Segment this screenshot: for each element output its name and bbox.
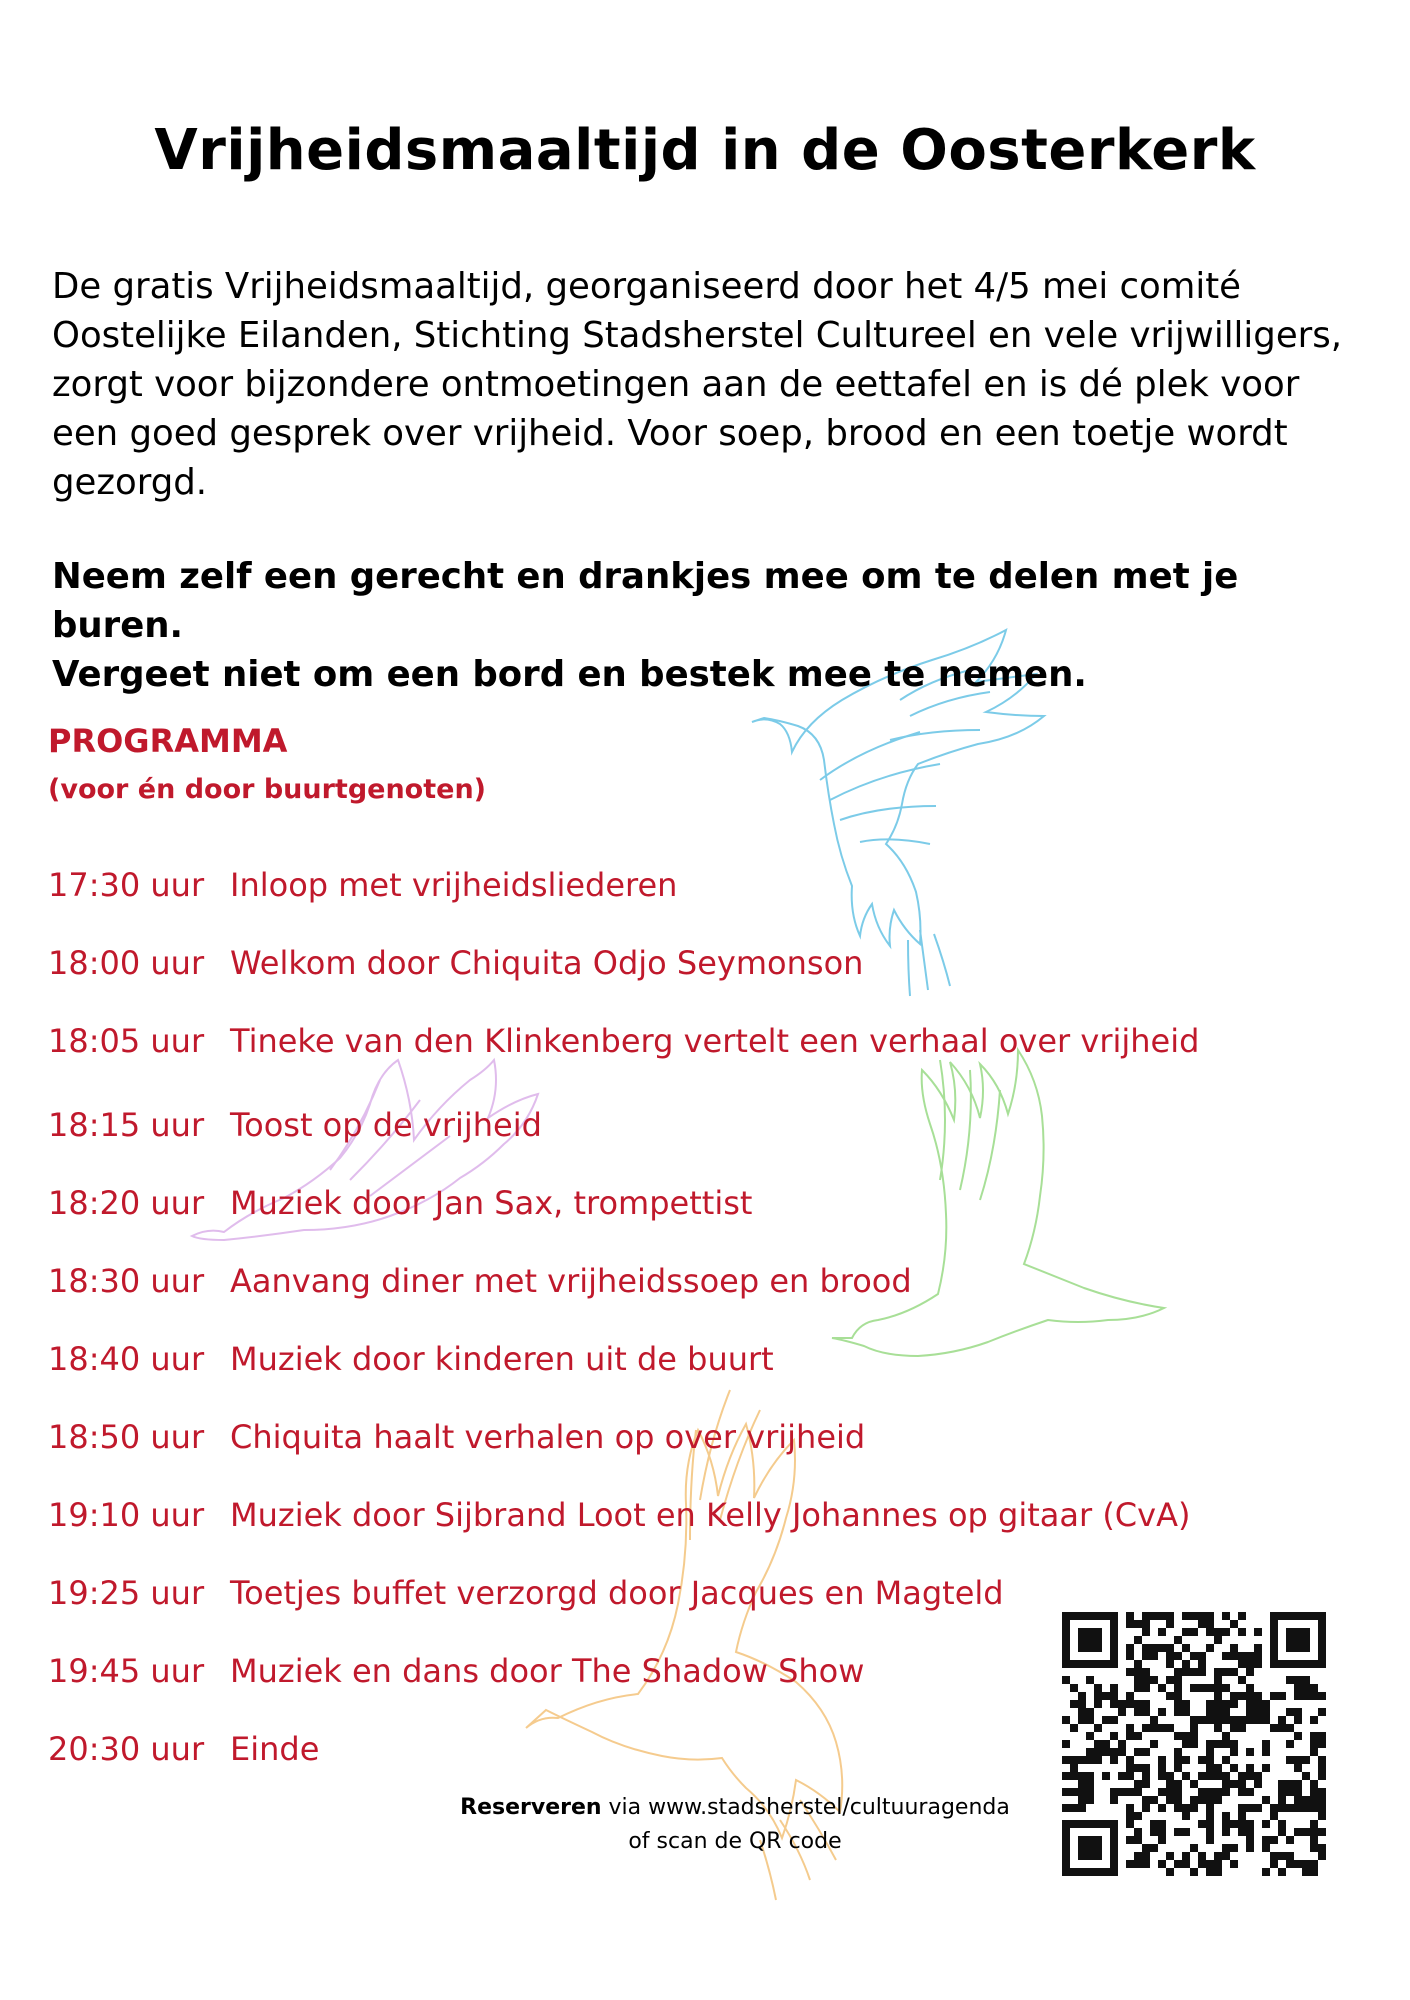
- program-time: 18:15 uur: [48, 1106, 205, 1144]
- program-time: 19:25 uur: [48, 1574, 205, 1612]
- program-time: 18:50 uur: [48, 1418, 205, 1456]
- reservation-url[interactable]: via www.stadsherstel/cultuuragenda: [601, 1795, 1010, 1820]
- program-activity: Tineke van den Klinkenberg vertelt een verhaal over vrijheid: [230, 1022, 1200, 1060]
- program-activity: Einde: [230, 1730, 320, 1768]
- program-activity: Muziek door Sijbrand Loot en Kelly Johannes op gitaar (CvA): [230, 1496, 1191, 1534]
- callout-line-1: Neem zelf een gerecht en drankjes mee om te delen met je buren.: [52, 556, 1239, 646]
- program-time: 18:00 uur: [48, 944, 205, 982]
- dove-green-icon: [832, 1050, 1164, 1356]
- program-subheading: (voor én door buurtgenoten): [48, 774, 487, 805]
- program-time: 19:45 uur: [48, 1652, 205, 1690]
- program-heading: PROGRAMMA: [48, 722, 288, 760]
- program-activity: Muziek door Jan Sax, trompettist: [230, 1184, 753, 1222]
- intro-paragraph: De gratis Vrijheidsmaaltijd, georganiseerd door het 4/5 mei comité Oostelijke Eilanden, Stichting Stadsherstel Cultureel en vele vrijwilligers, zorgt voor bijzondere ontmoetingen aan de eettafel en is dé plek voor een goed gesprek over vrijheid. Voor soep, brood en een toetje wordt gezorgd.: [52, 266, 1343, 503]
- program-time: 18:05 uur: [48, 1022, 205, 1060]
- program-time: 18:30 uur: [48, 1262, 205, 1300]
- reservation-info: [310, 1791, 1160, 1859]
- program-time: 17:30 uur: [48, 866, 205, 904]
- program-activity: Muziek en dans door The Shadow Show: [230, 1652, 865, 1690]
- program-activity: Toost op de vrijheid: [230, 1106, 542, 1144]
- program-activity: Chiquita haalt verhalen op over vrijheid: [230, 1418, 866, 1456]
- program-time: 19:10 uur: [48, 1496, 205, 1534]
- callout-text: [52, 552, 1372, 699]
- callout-line-2: Vergeet niet om een bord en bestek mee te nemen.: [52, 654, 1087, 695]
- program-activity: Welkom door Chiquita Odjo Seymonson: [230, 944, 864, 982]
- reservation-line-1: [310, 1791, 1160, 1825]
- page-title: Vrijheidsmaaltijd in de Oosterkerk: [154, 118, 1256, 183]
- reservation-label: Reserveren: [460, 1795, 602, 1820]
- program-time: 20:30 uur: [48, 1730, 205, 1768]
- program-time: 18:40 uur: [48, 1340, 205, 1378]
- program-activity: Inloop met vrijheidsliederen: [230, 866, 678, 904]
- reservation-line-2: of scan de QR code: [628, 1829, 842, 1854]
- program-time: 18:20 uur: [48, 1184, 205, 1222]
- qr-code-icon[interactable]: [1062, 1612, 1326, 1876]
- program-activity: Toetjes buffet verzorgd door Jacques en Magteld: [230, 1574, 1004, 1612]
- program-activity: Muziek door kinderen uit de buurt: [230, 1340, 774, 1378]
- program-activity: Aanvang diner met vrijheidssoep en brood: [230, 1262, 912, 1300]
